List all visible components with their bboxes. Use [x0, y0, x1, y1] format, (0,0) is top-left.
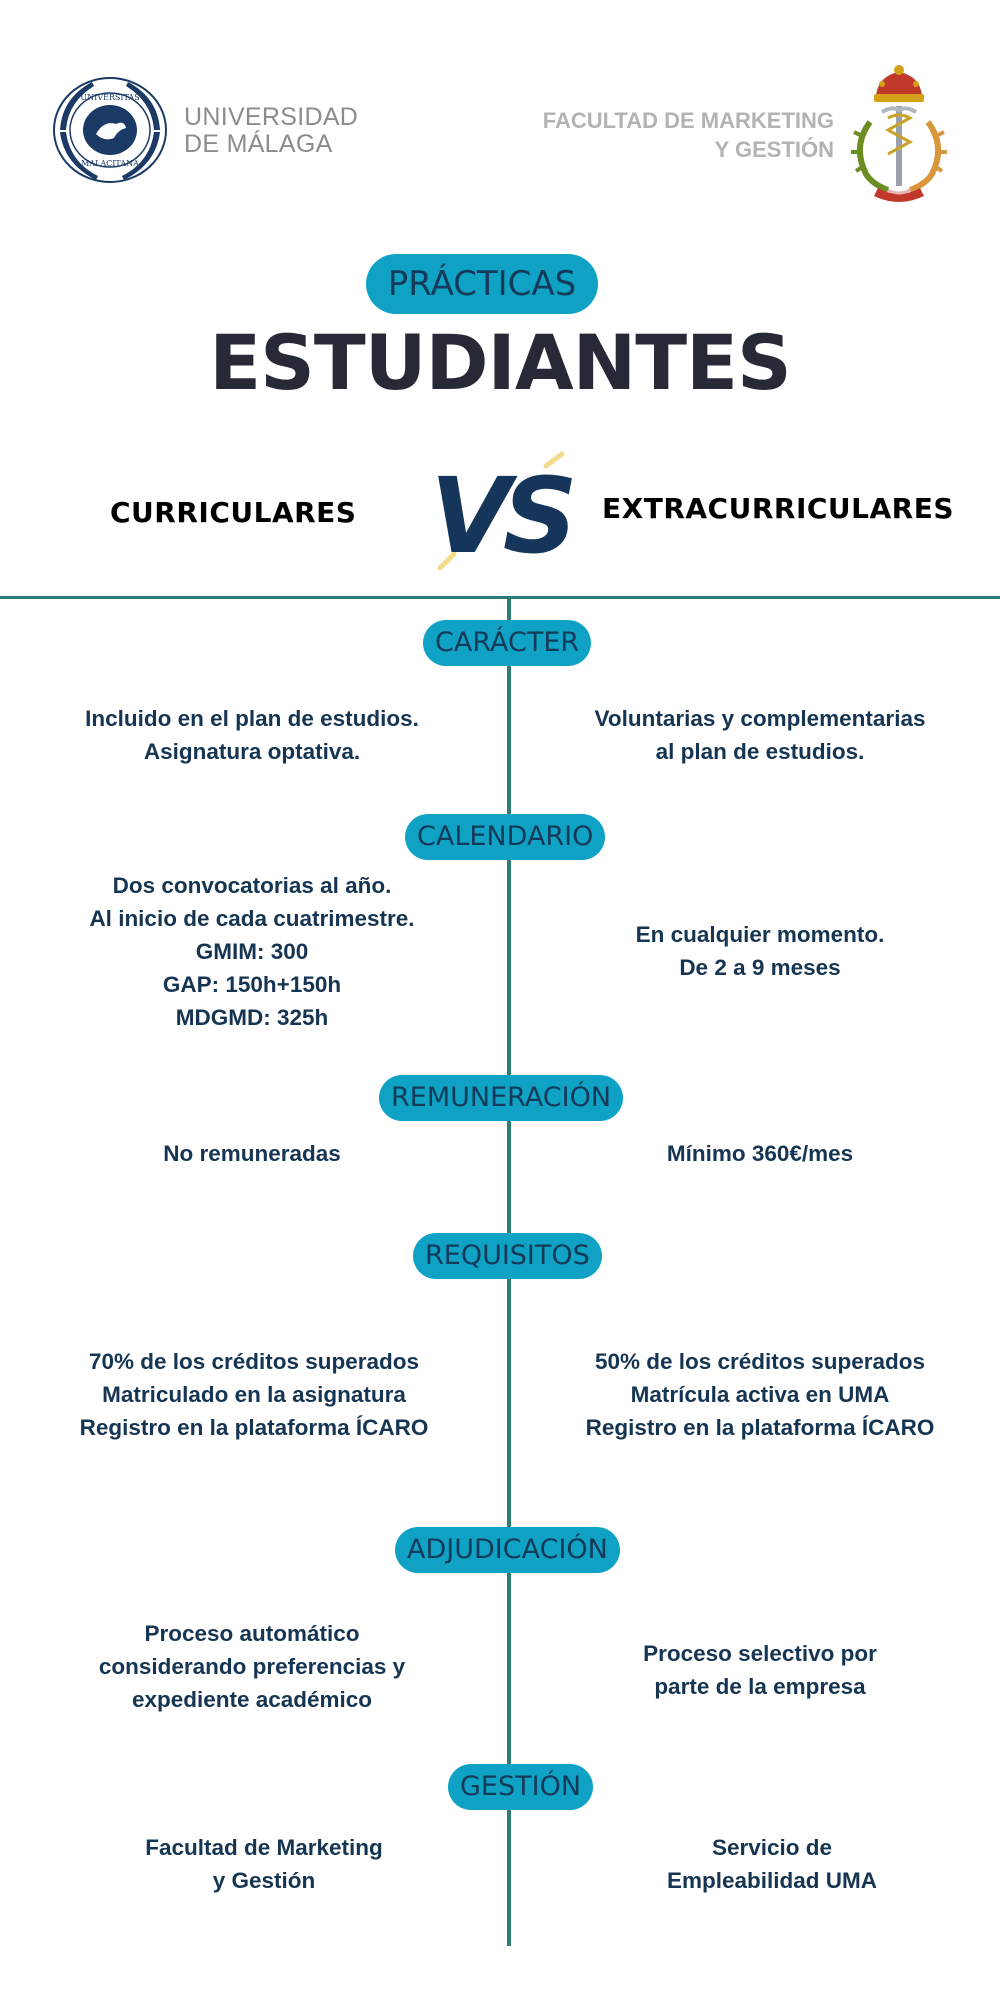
faculty-crest-icon: [848, 62, 950, 204]
text-line: Proceso automático: [144, 1621, 360, 1646]
text-line: Servicio de: [711, 1835, 833, 1860]
text-line: Incluido en el plan de estudios.: [85, 706, 419, 731]
text-line: De 2 a 9 meses: [679, 955, 841, 980]
svg-text:UNIVERSITAS: UNIVERSITAS: [80, 93, 140, 102]
text-line: Empleabilidad UMA: [666, 1868, 878, 1893]
section-pill-remuneracion: REMUNERACIÓN: [379, 1075, 623, 1121]
text-line: Mínimo 360€/mes: [666, 1141, 854, 1166]
text-line: Al inicio de cada cuatrimestre.: [89, 906, 415, 931]
faculty-name: [543, 106, 834, 164]
university-name-line-1: UNIVERSIDAD: [184, 103, 359, 131]
requisitos-extracurricular: [540, 1345, 980, 1444]
requisitos-curricular: [34, 1345, 474, 1444]
text-line: Dos convocatorias al año.: [112, 873, 392, 898]
text-line: Facultad de Marketing: [145, 1835, 383, 1860]
adjudicacion-curricular: [32, 1617, 472, 1716]
left-column-heading: CURRICULARES: [110, 496, 357, 529]
text-line: y Gestión: [212, 1868, 316, 1893]
text-line: Registro en la plataforma ÍCARO: [79, 1415, 429, 1440]
faculty-name-line-2: Y GESTIÓN: [714, 137, 834, 162]
text-line: GAP: 150h+150h: [162, 972, 342, 997]
text-line: Matrícula activa en UMA: [630, 1382, 890, 1407]
text-line: 70% de los créditos superados: [88, 1349, 420, 1374]
vs-graphic: [428, 442, 578, 572]
text-line: considerando preferencias y: [98, 1654, 406, 1679]
calendario-extracurricular: [540, 918, 980, 984]
university-name-line-2: DE MÁLAGA: [184, 130, 333, 158]
text-line: al plan de estudios.: [655, 739, 865, 764]
section-pill-gestion: GESTIÓN: [448, 1764, 593, 1810]
faculty-name-line-1: FACULTAD DE MARKETING: [542, 108, 834, 133]
svg-text:MALACITANA: MALACITANA: [81, 159, 139, 168]
gestion-curricular: [44, 1831, 484, 1897]
text-line: En cualquier momento.: [635, 922, 885, 947]
text-line: GMIM: 300: [195, 939, 309, 964]
right-column-heading: EXTRACURRICULARES: [602, 492, 955, 525]
text-line: Asignatura optativa.: [143, 739, 361, 764]
university-name: [184, 104, 358, 158]
title-pill: PRÁCTICAS: [366, 254, 598, 314]
text-line: Voluntarias y complementarias: [594, 706, 926, 731]
gestion-extracurricular: [552, 1831, 992, 1897]
adjudicacion-extracurricular: [540, 1637, 980, 1703]
page-title: ESTUDIANTES: [209, 318, 791, 407]
remuneracion-curricular: [32, 1137, 472, 1170]
vs-label: VS: [430, 455, 570, 572]
section-pill-calendario: CALENDARIO: [405, 814, 605, 860]
text-line: parte de la empresa: [654, 1674, 866, 1699]
calendario-curricular: [32, 869, 472, 1034]
text-line: MDGMD: 325h: [175, 1005, 329, 1030]
remuneracion-extracurricular: [540, 1137, 980, 1170]
text-line: expediente académico: [131, 1687, 373, 1712]
section-pill-caracter: CARÁCTER: [423, 620, 591, 666]
caracter-curricular: [32, 702, 472, 768]
caracter-extracurricular: [540, 702, 980, 768]
text-line: Registro en la plataforma ÍCARO: [585, 1415, 935, 1440]
text-line: No remuneradas: [163, 1141, 341, 1166]
section-pill-adjudicacion: ADJUDICACIÓN: [395, 1527, 620, 1573]
section-pill-requisitos: REQUISITOS: [413, 1233, 602, 1279]
university-seal-icon: [52, 76, 168, 184]
text-line: Proceso selectivo por: [643, 1641, 877, 1666]
text-line: 50% de los créditos superados: [594, 1349, 926, 1374]
text-line: Matriculado en la asignatura: [102, 1382, 406, 1407]
horizontal-divider: [0, 596, 1000, 599]
